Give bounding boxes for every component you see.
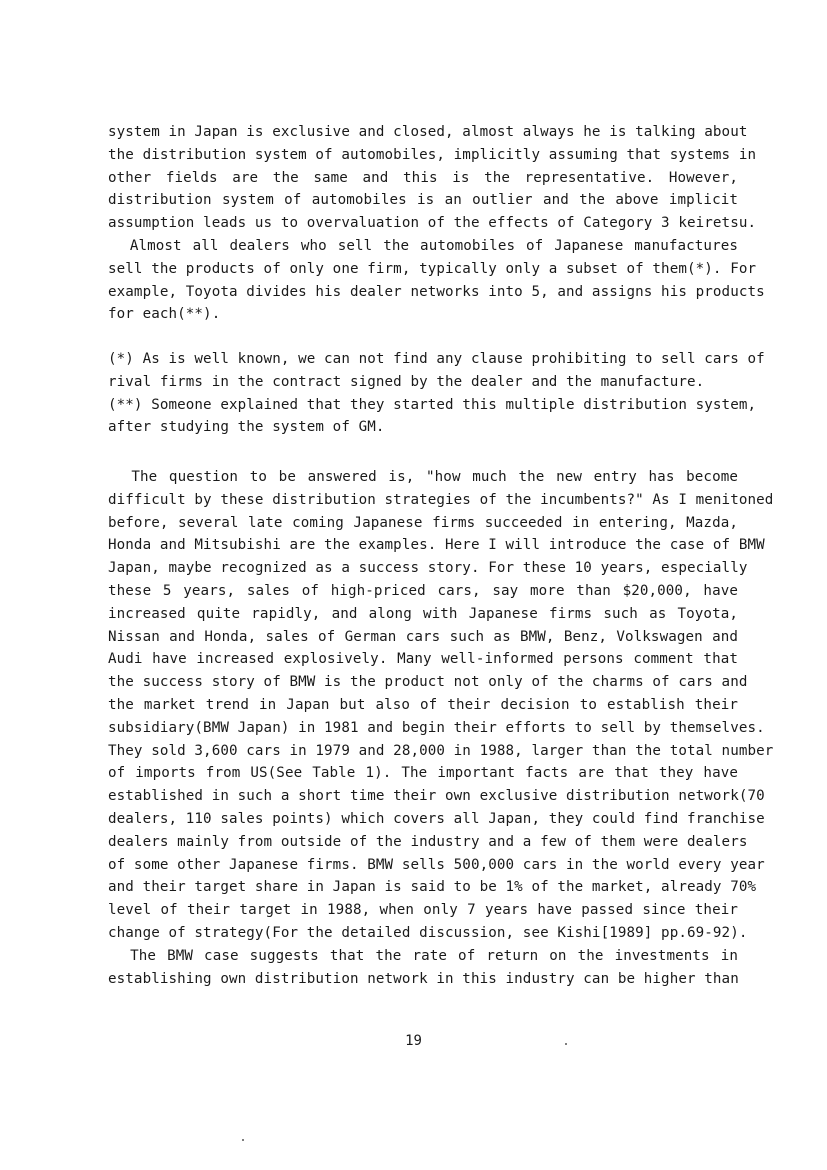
footnotes bbox=[108, 348, 765, 439]
text-line: The BMW case suggests that the rate of return on the investments in bbox=[108, 947, 738, 964]
text-line: before, several late coming Japanese firms succeeded in entering, Mazda, bbox=[108, 514, 738, 531]
scan-speck bbox=[565, 1043, 567, 1045]
text-line: these 5 years, sales of high-priced cars, say more than $20,000, have bbox=[108, 582, 738, 599]
text-line: Nissan and Honda, sales of German cars such as BMW, Benz, Volkswagen and bbox=[108, 628, 738, 645]
text-line: example, Toyota divides his dealer networks into 5, and assigns his products bbox=[108, 283, 765, 300]
text-line: sell the products of only one firm, typically only a subset of them(*). For bbox=[108, 260, 757, 277]
footnote-line: rival firms in the contract signed by the dealer and the manufacture. bbox=[108, 373, 705, 390]
text-line: level of their target in 1988, when only 7 years have passed since their bbox=[108, 902, 738, 919]
text-line: established in such a short time their own exclusive distribution network(70 bbox=[108, 788, 765, 805]
text-line: increased quite rapidly, and along with Japanese firms such as Toyota, bbox=[108, 605, 738, 622]
footnote-line: (**) Someone explained that they started this multiple distribution system, bbox=[108, 396, 757, 413]
paragraph-bmw-case bbox=[108, 466, 774, 990]
text-line: establishing own distribution network in this industry can be higher than bbox=[108, 970, 739, 987]
text-line: difficult by these distribution strategies of the incumbents?" As I menitoned bbox=[108, 491, 774, 508]
text-line: and their target share in Japan is said to be 1% of the market, already 70% bbox=[108, 879, 757, 896]
text-line: They sold 3,600 cars in 1979 and 28,000 in 1988, larger than the total number bbox=[108, 742, 774, 759]
text-line: change of strategy(For the detailed discussion, see Kishi[1989] pp.69-92). bbox=[108, 924, 748, 941]
text-line: of some other Japanese firms. BMW sells 500,000 cars in the world every year bbox=[108, 856, 765, 873]
footnote-line: (*) As is well known, we can not find any clause prohibiting to sell cars of bbox=[108, 351, 765, 367]
text-line: system in Japan is exclusive and closed, almost always he is talking about bbox=[108, 124, 748, 140]
paragraph-dealers bbox=[108, 235, 765, 326]
text-line: the distribution system of automobiles, implicitly assuming that systems in bbox=[108, 146, 757, 163]
text-line: other fields are the same and this is the representative. However, bbox=[108, 169, 738, 186]
footnote-line: after studying the system of GM. bbox=[108, 419, 385, 436]
text-line: of imports from US(See Table 1). The important facts are that they have bbox=[108, 765, 738, 782]
text-line: Almost all dealers who sell the automobiles of Japanese manufactures bbox=[108, 238, 738, 254]
scan-speck bbox=[242, 1139, 244, 1141]
paragraph-distribution-system bbox=[108, 121, 757, 235]
text-line: the market trend in Japan but also of their decision to establish their bbox=[108, 696, 738, 713]
text-line: Honda and Mitsubishi are the examples. Here I will introduce the case of BMW bbox=[108, 537, 765, 554]
text-line: the success story of BMW is the product not only of the charms of cars and bbox=[108, 674, 748, 691]
page-number: 19 bbox=[405, 1033, 422, 1049]
text-line: Audi have increased explosively. Many well-informed persons comment that bbox=[108, 651, 738, 668]
text-line: for each(**). bbox=[108, 306, 221, 323]
text-line: assumption leads us to overvaluation of the effects of Category 3 keiretsu. bbox=[108, 215, 757, 232]
text-line: The question to be answered is, "how much the new entry has become bbox=[108, 469, 738, 485]
text-line: Japan, maybe recognized as a success story. For these 10 years, especially bbox=[108, 560, 748, 577]
text-line: distribution system of automobiles is an outlier and the above implicit bbox=[108, 192, 738, 209]
text-line: dealers mainly from outside of the industry and a few of them were dealers bbox=[108, 833, 748, 850]
text-line: subsidiary(BMW Japan) in 1981 and begin their efforts to sell by themselves. bbox=[108, 719, 765, 736]
text-line: dealers, 110 sales points) which covers all Japan, they could find franchise bbox=[108, 810, 765, 827]
